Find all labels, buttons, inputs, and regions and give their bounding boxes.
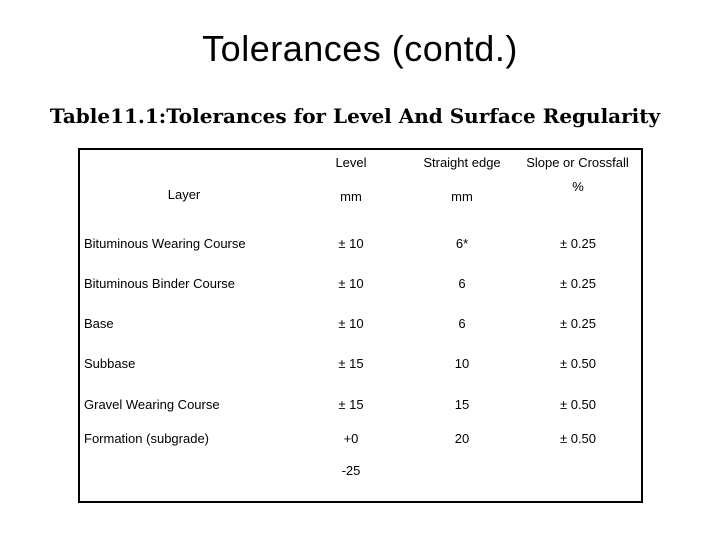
header-layer: Layer — [167, 187, 201, 202]
row-3-straight-edge: 6 — [458, 316, 466, 331]
row-4-level: ± 15 — [338, 356, 364, 371]
row-5-layer: Gravel Wearing Course — [84, 397, 220, 412]
slide-title: Tolerances (contd.) — [202, 28, 518, 69]
row-2-layer: Bituminous Binder Course — [84, 276, 236, 291]
row-5-level: ± 15 — [338, 397, 364, 412]
row-1-straight-edge: 6* — [455, 236, 469, 251]
row-4-layer: Subbase — [84, 356, 136, 371]
row-1-level: ± 10 — [338, 236, 364, 251]
row-6-layer: Formation (subgrade) — [84, 431, 209, 446]
header-straight-edge: Straight edge — [423, 155, 501, 170]
header-straight-edge-unit: mm — [451, 189, 473, 204]
row-2-level: ± 10 — [338, 276, 364, 291]
row-1-slope: ± 0.25 — [559, 236, 597, 251]
header-level-unit: mm — [340, 189, 362, 204]
row-5-slope: ± 0.50 — [559, 397, 597, 412]
row-3-layer: Base — [84, 316, 114, 331]
row-4-slope: ± 0.50 — [559, 356, 597, 371]
row-2-straight-edge: 6 — [458, 276, 466, 291]
row-3-slope: ± 0.25 — [559, 316, 597, 331]
row-3-level: ± 10 — [338, 316, 364, 331]
row-6-slope: ± 0.50 — [559, 431, 597, 446]
header-slope-unit: % — [572, 179, 584, 194]
row-6-level: +0 — [343, 431, 359, 446]
header-slope: Slope or Crossfall — [526, 155, 629, 170]
row-2-slope: ± 0.25 — [559, 276, 597, 291]
row-6-level-line2: -25 — [341, 463, 361, 478]
row-4-straight-edge: 10 — [454, 356, 470, 371]
header-level: Level — [335, 155, 367, 170]
table-caption: Table11.1:Tolerances for Level And Surface Regularity — [49, 104, 661, 128]
row-6-straight-edge: 20 — [454, 431, 470, 446]
row-5-straight-edge: 15 — [454, 397, 470, 412]
row-1-layer: Bituminous Wearing Course — [84, 236, 246, 251]
tolerance-table — [78, 148, 643, 503]
